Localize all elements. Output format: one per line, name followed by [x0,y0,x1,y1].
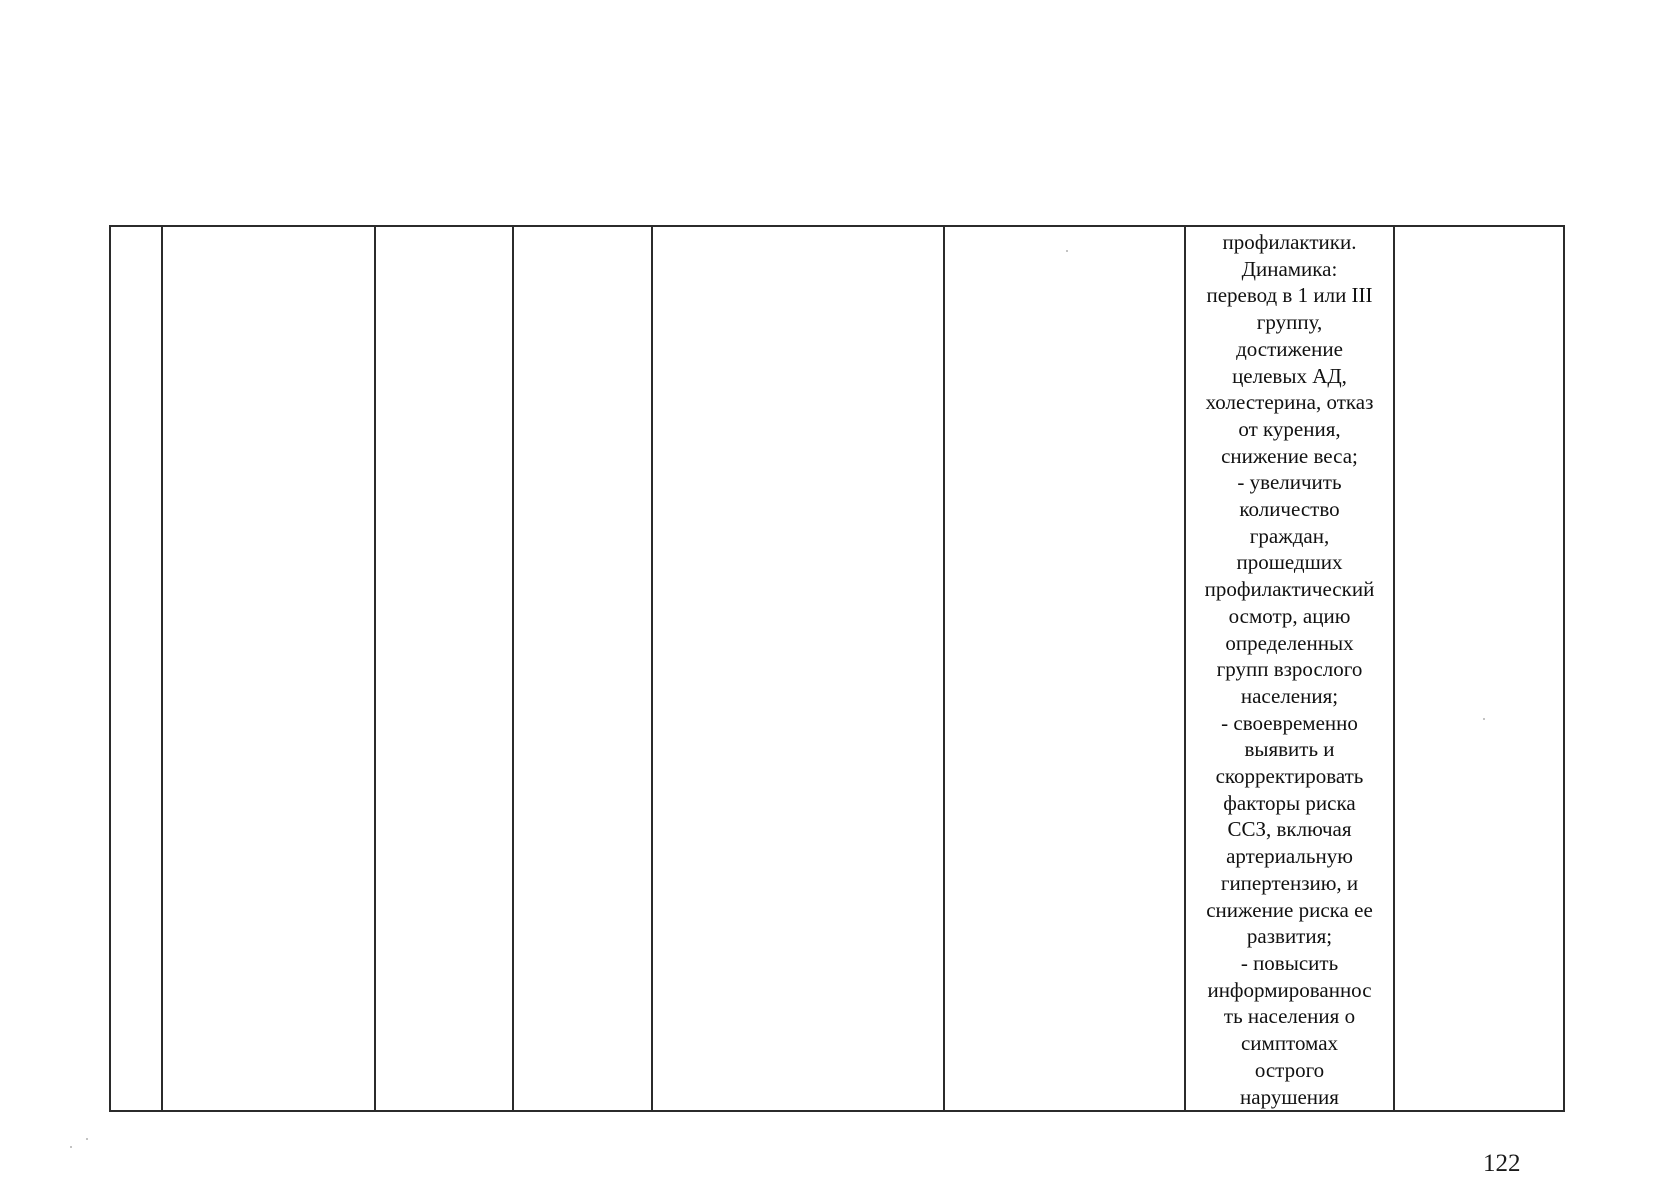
scan-speck [70,1146,72,1148]
cell-text-line: групп взрослого [1216,657,1363,682]
cell-text-line: скорректировать [1215,764,1364,789]
cell-text-line: нарушения [1240,1084,1339,1109]
cell-text-line: симптомах [1240,1031,1339,1056]
cell-text-line: снижение веса; [1221,443,1358,468]
cell-text-line: информированнос [1207,977,1372,1002]
cell-text-line: - своевременно [1221,710,1358,735]
cell-text-line: - увеличить [1237,470,1342,495]
cell-text-line: Динамика: [1241,256,1338,281]
cell-text-line: достижение [1236,336,1343,361]
cell-text-line: целевых АД, [1232,363,1347,388]
cell-text-line: населения; [1240,683,1339,708]
scan-speck [1483,718,1485,720]
cell-text-line: определенных [1225,630,1354,655]
table-cell-col-4 [513,226,652,1111]
cell-text-line: холестерина, отказ [1205,390,1374,415]
table-cell-col-2 [162,226,375,1111]
table-cell-col-3 [375,226,513,1111]
cell-text-line: от курения, [1238,416,1341,441]
cell-text-line: - повысить [1240,950,1339,975]
cell-text-line: ть населения о [1223,1004,1356,1029]
cell-text-line: профилактический [1204,577,1375,602]
cell-text-line: острого [1254,1057,1325,1082]
cell-text-line: факторы риска [1223,790,1356,815]
table-row [110,226,1564,1111]
cell-text-line: граждан, [1249,523,1330,548]
cell-text-line: группу, [1256,310,1323,335]
scan-speck [86,1138,88,1140]
continuation-table [109,225,1565,1112]
cell-text-line: профилактики. [1222,230,1357,254]
cell-text-line: ССЗ, включая [1227,817,1352,842]
table-cell-expected-results [1185,226,1394,1111]
cell-text-line: перевод в 1 или III [1206,283,1373,308]
cell-text-line: гипертензию, и [1220,870,1359,895]
page-number: 122 [1483,1150,1521,1177]
table-cell-col-5 [652,226,944,1111]
table-cell-col-8 [1394,226,1564,1111]
table-cell-col-6 [944,226,1185,1111]
cell-text-line: снижение риска ее [1206,897,1373,922]
cell-text-line: осмотр, ацию [1228,603,1351,628]
cell-text-line: артериальную [1226,844,1353,869]
scan-speck [1066,250,1068,252]
cell-text-line: количество [1239,497,1340,522]
cell-text-line: развития; [1246,924,1333,949]
cell-text-line: прошедших [1236,550,1343,575]
table-cell-col-1 [110,226,162,1111]
cell-text-line: выявить и [1244,737,1335,762]
